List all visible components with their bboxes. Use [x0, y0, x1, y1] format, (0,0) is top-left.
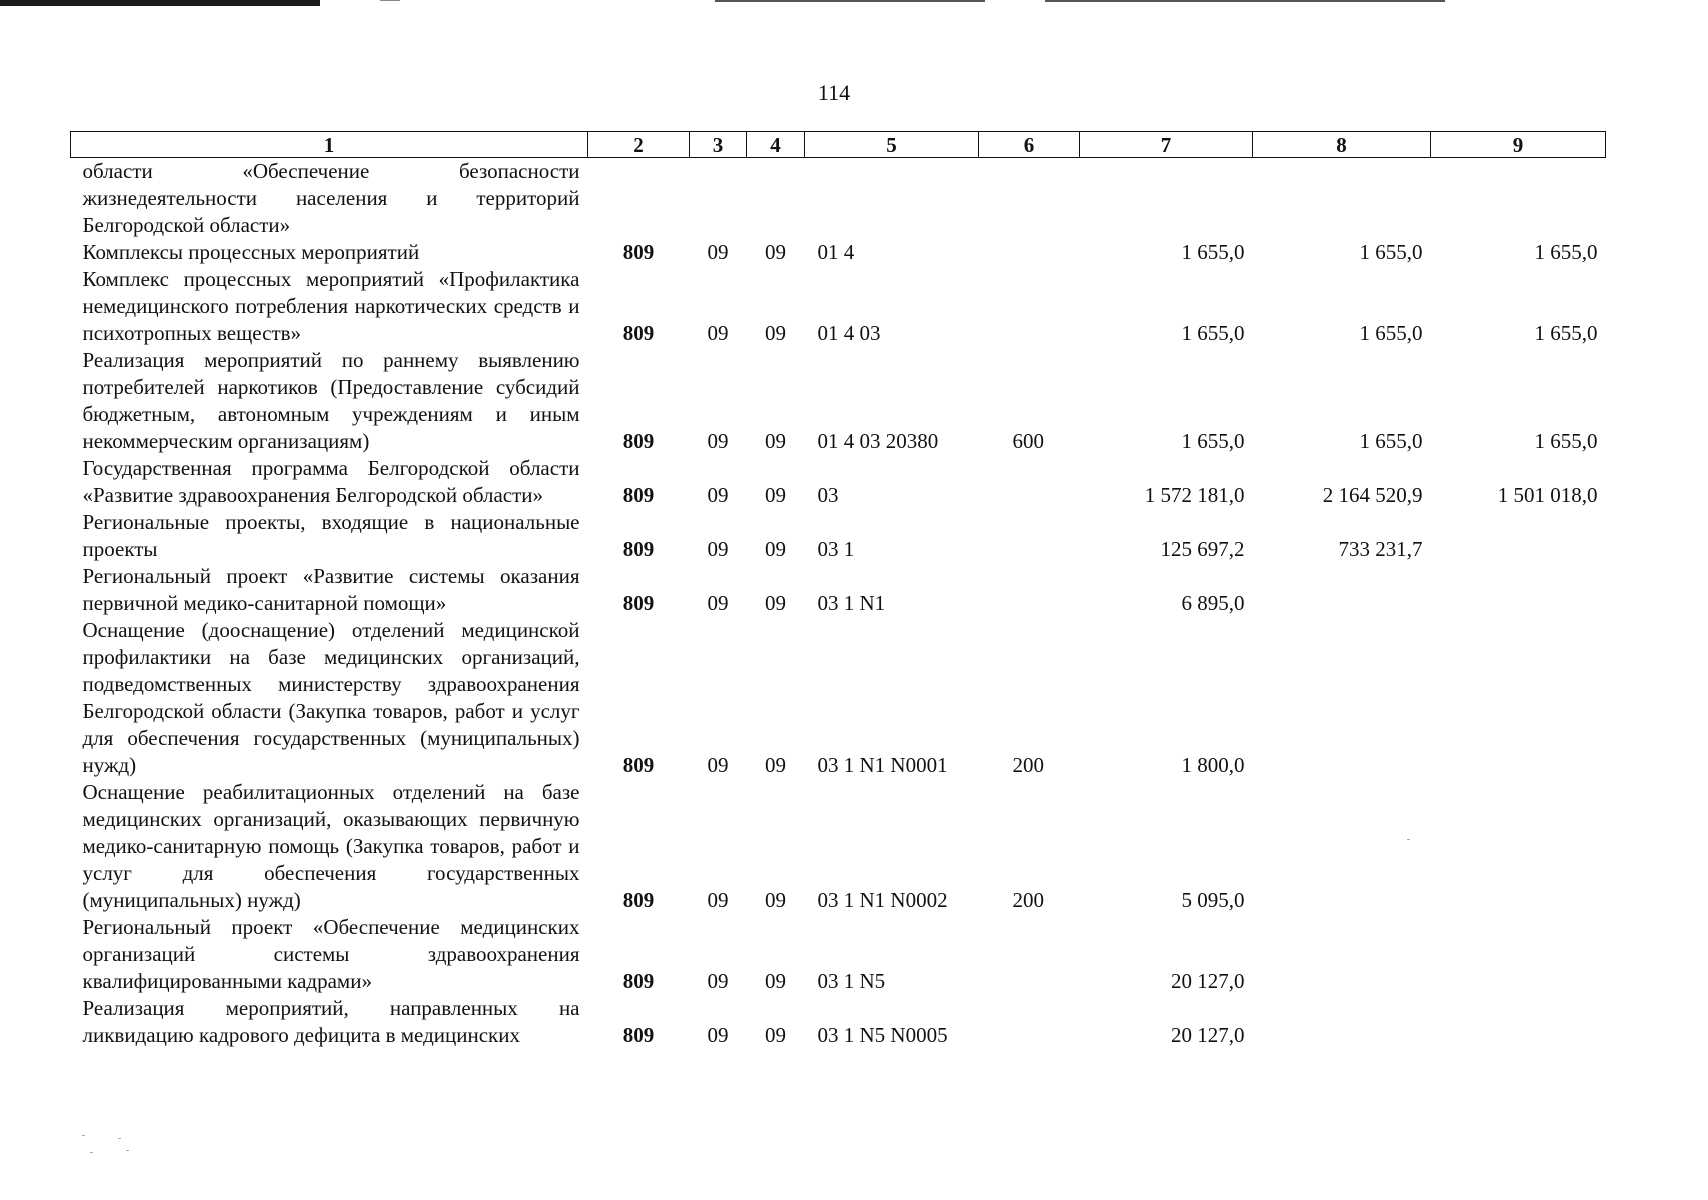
- ministry-code: 809: [622, 591, 655, 615]
- target-article-code: 03 1: [817, 537, 855, 561]
- subsection-code: 09: [765, 321, 786, 345]
- amount-year-3: [1431, 563, 1606, 617]
- table-row: [71, 266, 1606, 347]
- column-header-6: 6: [979, 132, 1080, 158]
- subsection-code: 09: [765, 591, 786, 615]
- amount-year-3: 1 655,0: [1534, 429, 1598, 453]
- amount-year-2: [1253, 914, 1431, 995]
- table-row: [71, 779, 1606, 914]
- subsection-code: 09: [765, 240, 786, 264]
- scan-speck: [82, 1135, 85, 1136]
- amount-year-2: 1 655,0: [1359, 429, 1423, 453]
- target-article-code: 03 1 N5 N0005: [817, 1023, 948, 1047]
- ministry-code: 809: [622, 537, 655, 561]
- amount-year-1: 5 095,0: [1181, 888, 1245, 912]
- subsection-code: 09: [765, 429, 786, 453]
- section-code: 09: [707, 483, 729, 507]
- section-code: [690, 158, 747, 240]
- subsection-code: 09: [765, 753, 786, 777]
- expense-type-code: [979, 239, 1080, 266]
- amount-year-1: 1 655,0: [1181, 240, 1245, 264]
- amount-year-2: 733 231,7: [1338, 537, 1423, 561]
- page-number: 114: [817, 80, 851, 105]
- expense-type-code: [979, 563, 1080, 617]
- target-article-code: 01 4 03: [817, 321, 881, 345]
- section-code: 09: [707, 969, 729, 993]
- scan-edge-mark: [1045, 0, 1445, 2]
- ministry-code: 809: [622, 321, 655, 345]
- amount-year-2: [1253, 158, 1431, 240]
- section-code: 09: [707, 537, 729, 561]
- scan-speck: [90, 1152, 93, 1153]
- amount-year-1: 20 127,0: [1171, 1023, 1245, 1047]
- scan-speck: [118, 1138, 121, 1139]
- amount-year-1: 1 655,0: [1181, 321, 1245, 345]
- target-article-code: 03: [817, 483, 839, 507]
- target-article-code: [805, 158, 979, 240]
- ministry-code: 809: [622, 969, 655, 993]
- target-article-code: 03 1 N1 N0002: [817, 888, 948, 912]
- row-description: Государственная программа Белгородской области «Развитие здравоохранения Белгородской области»: [82, 456, 580, 507]
- row-description: Оснащение (дооснащение) отделений медицинской профилактики на базе медицинских организаций, подведомственных министерству здравоохранения Белгородской области (Закупка товаров, работ и услуг для обеспечения государственных (муниципальных) нужд): [82, 618, 580, 777]
- amount-year-3: [1431, 617, 1606, 779]
- amount-year-2: [1253, 617, 1431, 779]
- row-description: Комплекс процессных мероприятий «Профилактика немедицинского потребления наркотических средств и психотропных веществ»: [82, 267, 580, 345]
- section-code: 09: [707, 321, 729, 345]
- subsection-code: 09: [765, 888, 786, 912]
- ministry-code: 809: [622, 429, 655, 453]
- target-article-code: 01 4 03 20380: [817, 429, 939, 453]
- expense-type-code: [979, 158, 1080, 240]
- target-article-code: 01 4: [817, 240, 855, 264]
- amount-year-3: [1431, 158, 1606, 240]
- scan-edge-mark: [380, 0, 400, 1]
- expense-type-code: [979, 509, 1080, 563]
- scan-speck: [1407, 839, 1410, 840]
- target-article-code: 03 1 N5: [817, 969, 886, 993]
- ministry-code: 809: [622, 753, 655, 777]
- row-description: Региональный проект «Развитие системы оказания первичной медико-санитарной помощи»: [82, 564, 580, 615]
- table-row: [71, 158, 1606, 240]
- subsection-code: 09: [765, 537, 786, 561]
- table-row: [71, 995, 1606, 1049]
- column-header-9: 9: [1431, 132, 1606, 158]
- row-description: Реализация мероприятий, направленных на ликвидацию кадрового дефицита в медицинских: [82, 996, 580, 1047]
- amount-year-1: 6 895,0: [1181, 591, 1245, 615]
- expense-type-code: [979, 266, 1080, 347]
- table-row: [71, 914, 1606, 995]
- table-row: [71, 239, 1606, 266]
- amount-year-3: [1431, 995, 1606, 1049]
- expense-type-code: 200: [1012, 888, 1044, 912]
- column-header-5: 5: [805, 132, 979, 158]
- section-code: 09: [707, 888, 729, 912]
- amount-year-3: 1 655,0: [1534, 240, 1598, 264]
- ministry-code: [588, 158, 690, 240]
- column-header-7: 7: [1080, 132, 1253, 158]
- expense-type-code: 600: [1012, 429, 1044, 453]
- table-row: [71, 347, 1606, 455]
- amount-year-3: [1431, 509, 1606, 563]
- amount-year-2: [1253, 995, 1431, 1049]
- ministry-code: 809: [622, 1023, 655, 1047]
- subsection-code: 09: [765, 969, 786, 993]
- row-description: области «Обеспечение безопасности жизнедеятельности населения и территорий Белгородской области»: [82, 159, 580, 237]
- section-code: 09: [707, 753, 729, 777]
- target-article-code: 03 1 N1: [817, 591, 886, 615]
- amount-year-3: [1431, 914, 1606, 995]
- subsection-code: [747, 158, 805, 240]
- scan-speck: [126, 1150, 129, 1151]
- subsection-code: 09: [765, 483, 786, 507]
- amount-year-3: 1 501 018,0: [1497, 483, 1598, 507]
- ministry-code: 809: [622, 483, 655, 507]
- ministry-code: 809: [622, 240, 655, 264]
- table-row: [71, 617, 1606, 779]
- table-row: [71, 509, 1606, 563]
- column-header-3: 3: [690, 132, 747, 158]
- table-body: [71, 158, 1606, 1050]
- table-row: [71, 563, 1606, 617]
- column-header-1: 1: [71, 132, 588, 158]
- row-description: Региональные проекты, входящие в национальные проекты: [82, 510, 580, 561]
- amount-year-2: [1253, 779, 1431, 914]
- column-header-8: 8: [1253, 132, 1431, 158]
- amount-year-3: [1431, 779, 1606, 914]
- amount-year-1: [1080, 158, 1253, 240]
- amount-year-2: 1 655,0: [1359, 240, 1423, 264]
- table-header: [71, 132, 1606, 158]
- subsection-code: 09: [765, 1023, 786, 1047]
- amount-year-1: 1 655,0: [1181, 429, 1245, 453]
- section-code: 09: [707, 240, 729, 264]
- amount-year-2: [1253, 563, 1431, 617]
- amount-year-1: 1 572 181,0: [1144, 483, 1245, 507]
- amount-year-1: 20 127,0: [1171, 969, 1245, 993]
- amount-year-3: 1 655,0: [1534, 321, 1598, 345]
- column-header-2: 2: [588, 132, 690, 158]
- amount-year-2: 2 164 520,9: [1322, 483, 1423, 507]
- row-description: Оснащение реабилитационных отделений на базе медицинских организаций, оказывающих первичную медико-санитарную помощь (Закупка товаров, работ и услуг для обеспечения государственных (муниципальных) нужд): [82, 780, 580, 912]
- ministry-code: 809: [622, 888, 655, 912]
- scan-edge-mark: [0, 0, 320, 6]
- column-header-4: 4: [747, 132, 805, 158]
- amount-year-1: 1 800,0: [1181, 753, 1245, 777]
- scan-edge-mark: [715, 0, 985, 2]
- table-row: [71, 455, 1606, 509]
- expense-type-code: [979, 455, 1080, 509]
- row-description: Реализация мероприятий по раннему выявлению потребителей наркотиков (Предоставление субсидий бюджетным, автономным учреждениям и иным некоммерческим организациям): [82, 348, 580, 453]
- target-article-code: 03 1 N1 N0001: [817, 753, 948, 777]
- amount-year-2: 1 655,0: [1359, 321, 1423, 345]
- section-code: 09: [707, 1023, 729, 1047]
- expense-type-code: [979, 995, 1080, 1049]
- row-description: Комплексы процессных мероприятий: [82, 240, 420, 264]
- expense-type-code: [979, 914, 1080, 995]
- amount-year-1: 125 697,2: [1160, 537, 1245, 561]
- section-code: 09: [707, 591, 729, 615]
- budget-table: [70, 131, 1606, 1049]
- row-description: Региональный проект «Обеспечение медицинских организаций системы здравоохранения квалифицированными кадрами»: [82, 915, 580, 993]
- expense-type-code: 200: [1012, 753, 1044, 777]
- section-code: 09: [707, 429, 729, 453]
